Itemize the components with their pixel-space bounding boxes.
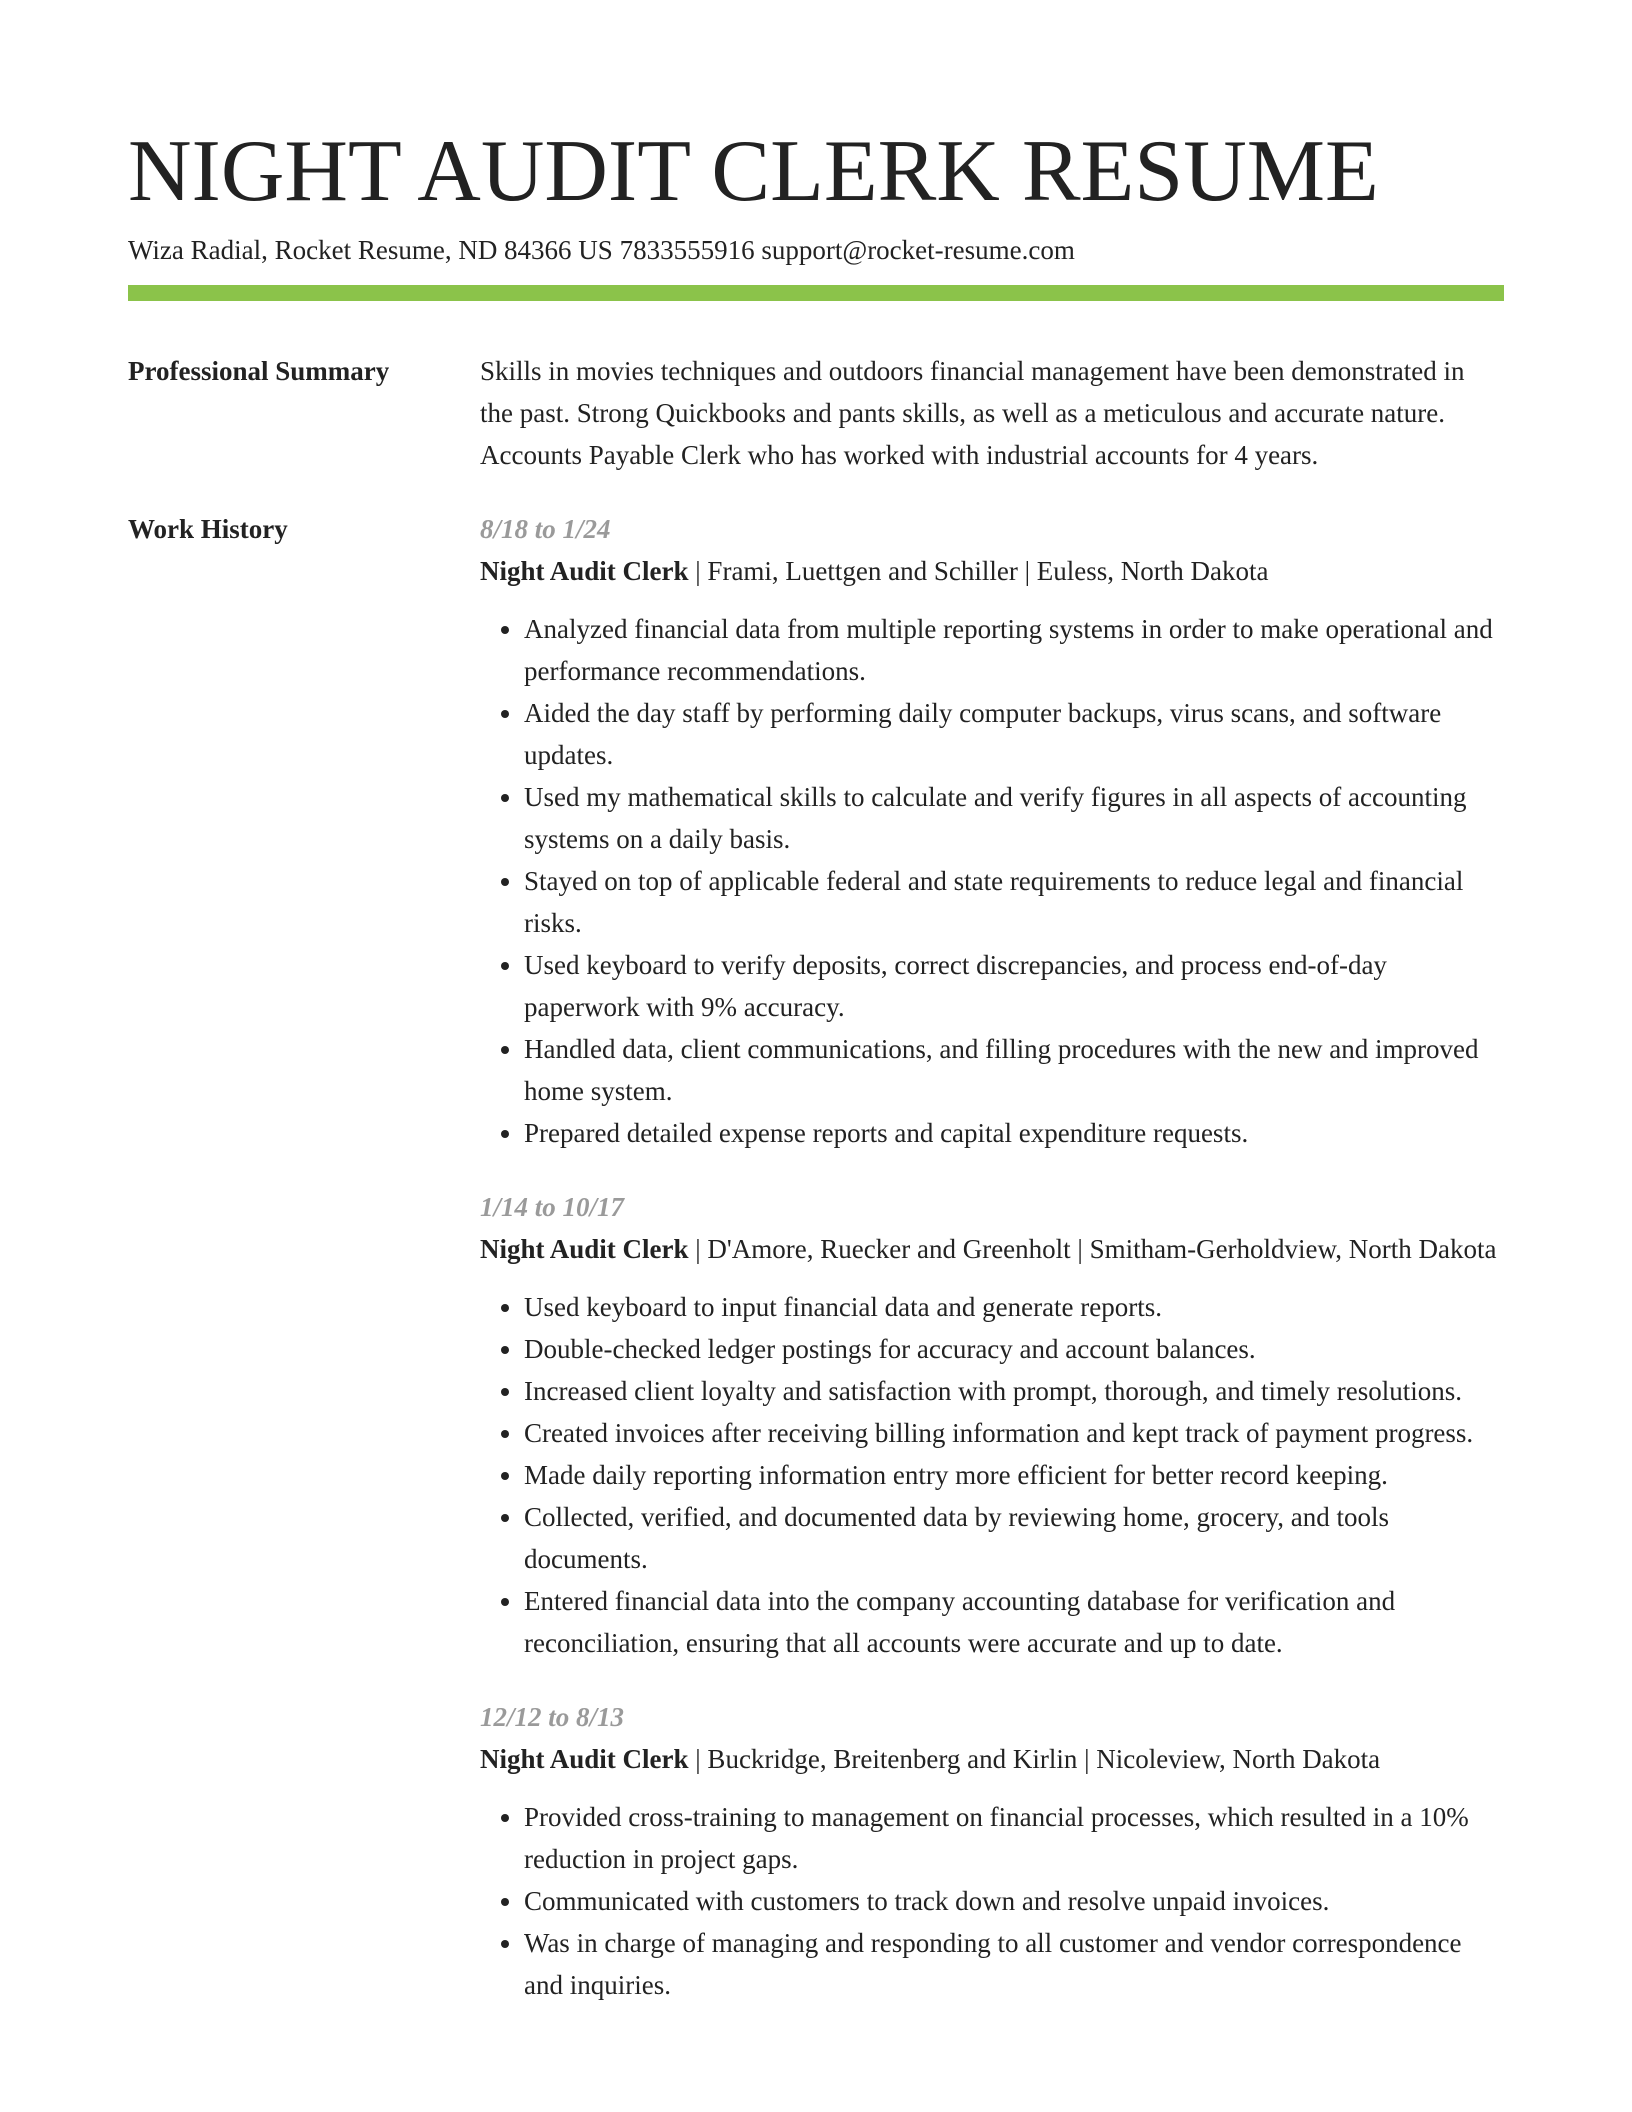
job-employer-location: | D'Amore, Ruecker and Greenholt | Smitham-Gerholdview, North Dakota	[688, 1234, 1497, 1264]
job-duty-item: • Analyzed financial data from multiple reporting systems in order to make operational and performance recommendations.	[524, 608, 1504, 692]
job-title: Night Audit Clerk	[480, 1744, 689, 1774]
job-dates: 8/18 to 1/24	[480, 514, 611, 544]
job-title: Night Audit Clerk	[480, 556, 689, 586]
job-duty-item: • Aided the day staff by performing daily computer backups, virus scans, and software updates.	[524, 692, 1504, 776]
work-history-job	[480, 1696, 1504, 2006]
job-duty-item: • Used keyboard to input financial data and generate reports.	[524, 1286, 1504, 1328]
job-dates: 12/12 to 8/13	[480, 1702, 625, 1732]
contact-line: Wiza Radial, Rocket Resume, ND 84366 US 7833555916 support@rocket-resume.com	[128, 235, 1075, 265]
job-title-line	[480, 1228, 1504, 1270]
work-history-heading: Work History	[128, 514, 288, 544]
job-employer-location: | Frami, Luettgen and Schiller | Euless, North Dakota	[688, 556, 1269, 586]
job-duty-item: • Stayed on top of applicable federal and state requirements to reduce legal and financial risks.	[524, 860, 1504, 944]
job-duty-item: • Prepared detailed expense reports and capital expenditure requests.	[524, 1112, 1504, 1154]
job-duty-item: • Used keyboard to verify deposits, correct discrepancies, and process end-of-day paperwork with 9% accuracy.	[524, 944, 1504, 1028]
job-title: Night Audit Clerk	[480, 1234, 689, 1264]
job-duty-item: • Collected, verified, and documented data by reviewing home, grocery, and tools documents.	[524, 1496, 1504, 1580]
job-employer-location: | Buckridge, Breitenberg and Kirlin | Nicoleview, North Dakota	[688, 1744, 1381, 1774]
job-duty-item: • Created invoices after receiving billing information and kept track of payment progress.	[524, 1412, 1504, 1454]
job-duty-item: • Made daily reporting information entry more efficient for better record keeping.	[524, 1454, 1504, 1496]
resume-title: NIGHT AUDIT CLERK RESUME	[128, 123, 1379, 220]
job-dates: 1/14 to 10/17	[480, 1192, 625, 1222]
job-duty-item: • Increased client loyalty and satisfaction with prompt, thorough, and timely resolutions.	[524, 1370, 1504, 1412]
professional-summary-text: Skills in movies techniques and outdoors financial management have been demonstrated in the past. Strong Quickbooks and pants skills, as well as a meticulous and accurate nature. Accounts Payable Clerk who has worked with industrial accounts for 4 years.	[480, 356, 1465, 470]
job-duty-item: • Communicated with customers to track down and resolve unpaid invoices.	[524, 1880, 1504, 1922]
professional-summary-heading: Professional Summary	[128, 356, 390, 386]
job-duties-list	[480, 1796, 1504, 2006]
job-duty-item: • Used my mathematical skills to calculate and verify figures in all aspects of accounting systems on a daily basis.	[524, 776, 1504, 860]
professional-summary-body	[480, 350, 1504, 476]
accent-divider	[128, 285, 1504, 301]
job-title-line	[480, 1738, 1504, 1780]
job-title-line	[480, 550, 1504, 592]
job-duties-list	[480, 608, 1504, 1154]
job-duty-item: • Double-checked ledger postings for accuracy and account balances.	[524, 1328, 1504, 1370]
job-duty-item: • Provided cross-training to management on financial processes, which resulted in a 10% reduction in project gaps.	[524, 1796, 1504, 1880]
job-duties-list	[480, 1286, 1504, 1664]
work-history-job	[480, 508, 1504, 1154]
job-duty-item: • Entered financial data into the company accounting database for verification and reconciliation, ensuring that all accounts were accurate and up to date.	[524, 1580, 1504, 1664]
work-history-job	[480, 1186, 1504, 1664]
work-history-jobs	[480, 508, 1504, 2038]
job-duty-item: • Handled data, client communications, and filling procedures with the new and improved home system.	[524, 1028, 1504, 1112]
job-duty-item: • Was in charge of managing and responding to all customer and vendor correspondence and inquiries.	[524, 1922, 1504, 2006]
